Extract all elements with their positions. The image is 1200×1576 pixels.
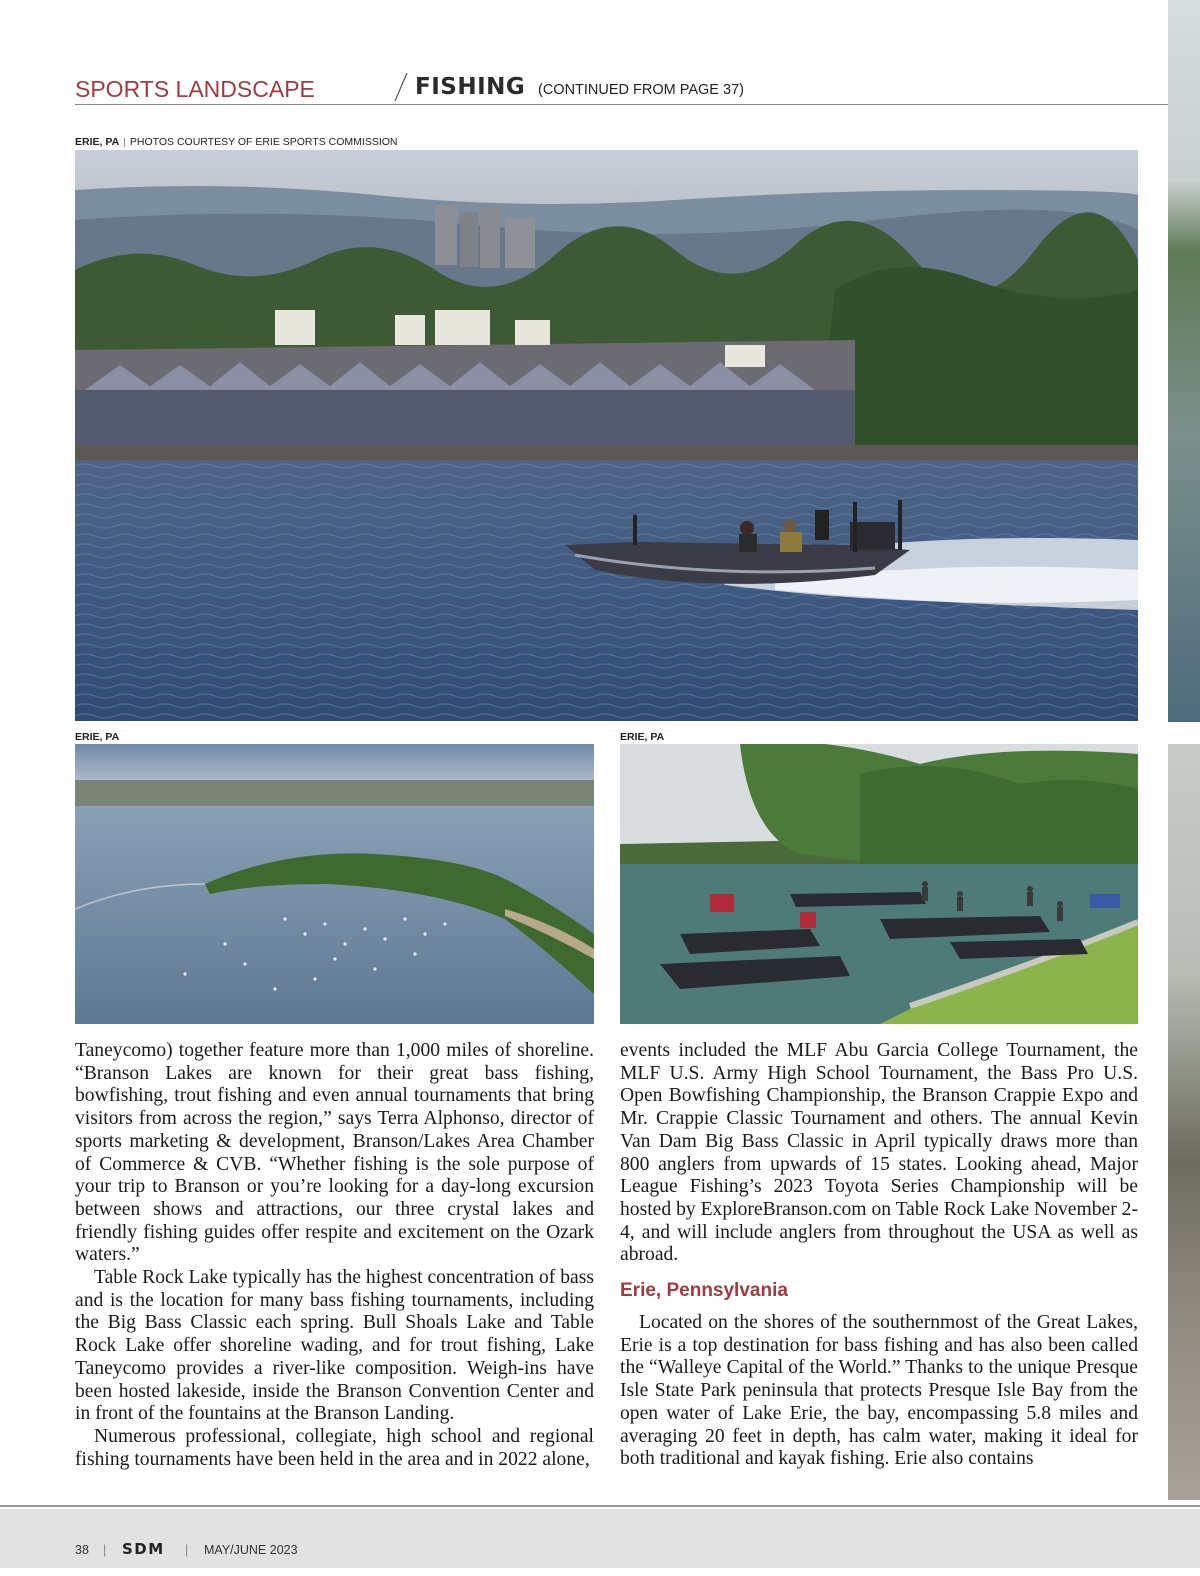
caption-separator: | <box>123 136 126 148</box>
photo-boats-docked <box>620 744 1138 1024</box>
photo-caption-right <box>620 731 664 743</box>
article-column-left <box>75 1040 594 1471</box>
photo-aerial-bay <box>75 744 594 1024</box>
article-paragraph: Numerous professional, collegiate, high school and regional fishing tournaments have been held in the area and in 2022 alone, <box>75 1425 594 1470</box>
page-header <box>75 74 1168 105</box>
caption-location: ERIE, PA <box>75 136 120 148</box>
section-title: SPORTS LANDSCAPE <box>75 76 315 102</box>
footer-separator: | <box>103 1543 107 1557</box>
article-subhead: Erie, Pennsylvania <box>620 1280 788 1302</box>
slash-divider <box>394 72 408 102</box>
footer-band <box>0 1509 1200 1568</box>
article-paragraph: Table Rock Lake typically has the highest concentration of bass and is the location for many bass fishing tournaments, including the Big Bass Classic each spring. Bull Shoals Lake and Table Rock Lake offer shoreline wading, and for trout fishing, Lake Taneycomo provides a river-like composition. Weigh-ins have been hosted lakeside, inside the Branson Convention Center and in front of the fountains at the Branson Landing. <box>75 1267 594 1425</box>
photo-caption-left <box>75 731 119 743</box>
adjacent-photo-bottom <box>1168 744 1200 1500</box>
page-footer <box>0 1505 1200 1576</box>
caption-location-right: ERIE, PA <box>620 731 665 743</box>
page-number: 38 <box>75 1543 89 1557</box>
caption-location-left: ERIE, PA <box>75 731 120 743</box>
issue-date: MAY/JUNE 2023 <box>204 1543 298 1557</box>
article-paragraph: Taneycomo) together feature more than 1,000 miles of shoreline. “Branson Lakes are known for their great bass fishing, bowfishing, trout fishing and even annual tournaments that bring visitors from across the region,” says Terra Alphonso, director of sports marketing & development, Branson/Lakes Area Chamber of Commerce & CVB. “Whether fishing is the sole purpose of your trip to Branson or you’re looking for a day-long excursion between shows and attractions, our three crystal lakes and friendly fishing guides offer respite and excitement on the Ozark waters.” <box>75 1040 594 1266</box>
adjacent-page-edge <box>1168 0 1200 1500</box>
photo-credit: PHOTOS COURTESY OF ERIE SPORTS COMMISSION <box>129 136 398 148</box>
article-paragraph: Located on the shores of the southernmost of the Great Lakes, Erie is a top destination for bass fishing and has also been called the “Walleye Capital of the World.” Thanks to the unique Presque Isle State Park peninsula that protects Presque Isle Bay from the open water of Lake Erie, the bay, encompassing 5.8 miles and averaging 20 feet in depth, has calm water, making it ideal for both traditional and kayak fishing. Erie also contains <box>620 1312 1138 1470</box>
footer-rule <box>0 1505 1200 1507</box>
adjacent-photo-top <box>1168 0 1200 722</box>
article-column-right <box>620 1040 1138 1471</box>
continued-note: (CONTINUED FROM PAGE 37) <box>538 82 744 98</box>
topic-title: FISHING <box>415 74 526 100</box>
footer-separator: | <box>185 1543 189 1557</box>
article-paragraph: events included the MLF Abu Garcia College Tournament, the MLF U.S. Army High School Tournament, the Bass Pro U.S. Open Bowfishing Championship, the Branson Crappie Expo and Mr. Crappie Classic Tournament and others. The annual Kevin Van Dam Big Bass Classic in April typically draws more than 800 anglers from upwards of 15 states. Looking ahead, Major League Fishing’s 2023 Toyota Series Championship will be hosted by ExploreBranson.com on Table Rock Lake November 2-4, and will include anglers from throughout the USA as well as abroad. <box>620 1040 1138 1266</box>
magazine-logo: SDM <box>122 1540 165 1558</box>
photo-caption-main <box>75 136 398 148</box>
photo-bass-boat-bay <box>75 150 1138 721</box>
